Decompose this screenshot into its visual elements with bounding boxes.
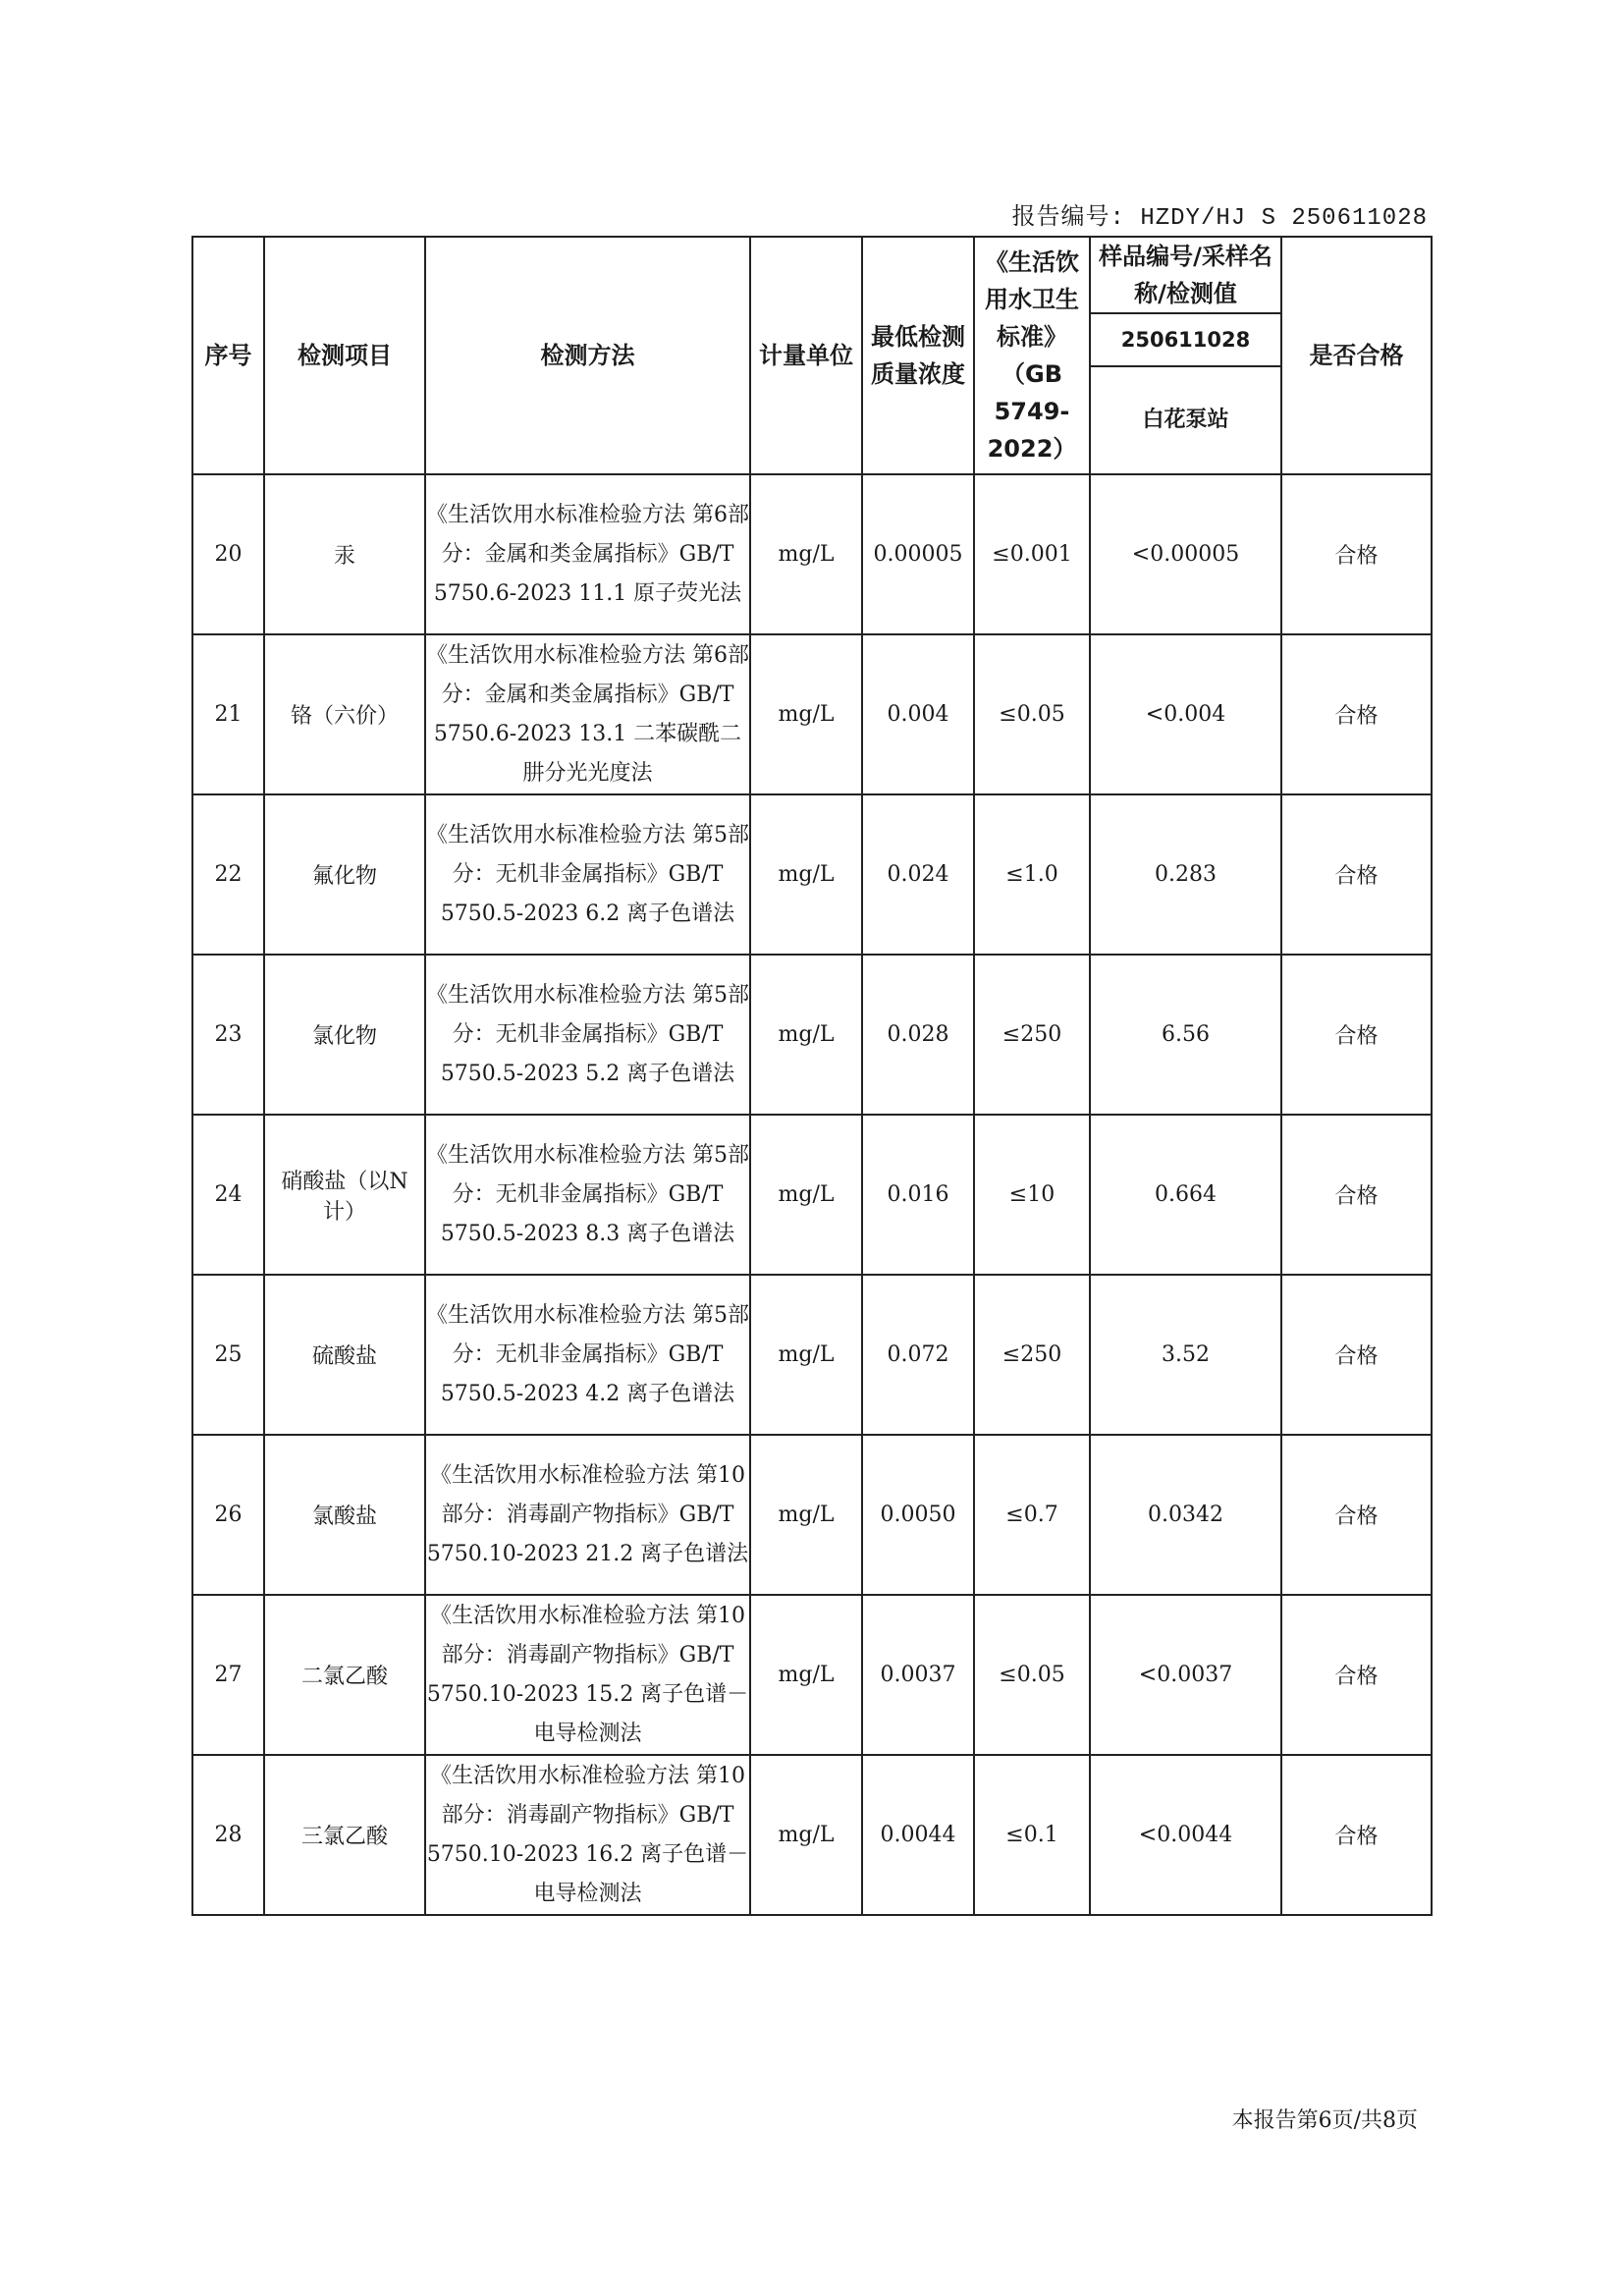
limit-cell: ≤0.7: [974, 1435, 1090, 1595]
seq-cell: 22: [192, 794, 264, 955]
value-cell: <0.004: [1090, 634, 1281, 794]
pass-cell: 合格: [1281, 1755, 1432, 1915]
header-sample-code: 250611028: [1090, 313, 1281, 366]
header-unit: 计量单位: [750, 237, 862, 474]
mdl-cell: 0.00005: [862, 474, 974, 634]
unit-cell: mg/L: [750, 955, 862, 1115]
limit-cell: ≤0.001: [974, 474, 1090, 634]
mdl-cell: 0.004: [862, 634, 974, 794]
unit-cell: mg/L: [750, 794, 862, 955]
header-row: [192, 237, 1432, 313]
value-cell: <0.00005: [1090, 474, 1281, 634]
seq-cell: 27: [192, 1595, 264, 1755]
unit-cell: mg/L: [750, 1755, 862, 1915]
mdl-cell: 0.016: [862, 1115, 974, 1275]
table-row: [192, 474, 1432, 634]
header-pass: 是否合格: [1281, 237, 1432, 474]
unit-cell: mg/L: [750, 1275, 862, 1435]
limit-cell: ≤1.0: [974, 794, 1090, 955]
item-cell: 氯化物: [264, 955, 425, 1115]
table-row: [192, 1435, 1432, 1595]
method-cell: 《生活饮用水标准检验方法 第5部分：无机非金属指标》GB/T 5750.5-2023 5.2 离子色谱法: [425, 955, 750, 1115]
header-sample-group: 样品编号/采样名称/检测值: [1090, 237, 1281, 313]
unit-cell: mg/L: [750, 634, 862, 794]
header-mdl: 最低检测质量浓度: [862, 237, 974, 474]
method-cell: 《生活饮用水标准检验方法 第10部分：消毒副产物指标》GB/T 5750.10-2023 16.2 离子色谱－电导检测法: [425, 1755, 750, 1915]
pass-cell: 合格: [1281, 955, 1432, 1115]
seq-cell: 20: [192, 474, 264, 634]
value-cell: <0.0037: [1090, 1595, 1281, 1755]
seq-cell: 21: [192, 634, 264, 794]
header-standard: 《生活饮用水卫生标准》（GB 5749-2022）: [974, 237, 1090, 474]
pass-cell: 合格: [1281, 1115, 1432, 1275]
header-seq: 序号: [192, 237, 264, 474]
pass-cell: 合格: [1281, 474, 1432, 634]
header-item: 检测项目: [264, 237, 425, 474]
item-cell: 硫酸盐: [264, 1275, 425, 1435]
limit-cell: ≤0.05: [974, 1595, 1090, 1755]
seq-cell: 28: [192, 1755, 264, 1915]
table-row: [192, 634, 1432, 794]
table-row: [192, 1115, 1432, 1275]
unit-cell: mg/L: [750, 474, 862, 634]
item-cell: 汞: [264, 474, 425, 634]
mdl-cell: 0.0050: [862, 1435, 974, 1595]
seq-cell: 26: [192, 1435, 264, 1595]
pass-cell: 合格: [1281, 1275, 1432, 1435]
table-row: [192, 1595, 1432, 1755]
mdl-cell: 0.0044: [862, 1755, 974, 1915]
value-cell: <0.0044: [1090, 1755, 1281, 1915]
value-cell: 3.52: [1090, 1275, 1281, 1435]
limit-cell: ≤10: [974, 1115, 1090, 1275]
method-cell: 《生活饮用水标准检验方法 第10部分：消毒副产物指标》GB/T 5750.10-2023 21.2 离子色谱法: [425, 1435, 750, 1595]
seq-cell: 23: [192, 955, 264, 1115]
item-cell: 氯酸盐: [264, 1435, 425, 1595]
method-cell: 《生活饮用水标准检验方法 第5部分：无机非金属指标》GB/T 5750.5-2023 8.3 离子色谱法: [425, 1115, 750, 1275]
unit-cell: mg/L: [750, 1115, 862, 1275]
limit-cell: ≤0.05: [974, 634, 1090, 794]
pass-cell: 合格: [1281, 1595, 1432, 1755]
mdl-cell: 0.0037: [862, 1595, 974, 1755]
value-cell: 0.0342: [1090, 1435, 1281, 1595]
method-cell: 《生活饮用水标准检验方法 第10部分：消毒副产物指标》GB/T 5750.10-2023 15.2 离子色谱－电导检测法: [425, 1595, 750, 1755]
method-cell: 《生活饮用水标准检验方法 第5部分：无机非金属指标》GB/T 5750.5-2023 6.2 离子色谱法: [425, 794, 750, 955]
seq-cell: 25: [192, 1275, 264, 1435]
pass-cell: 合格: [1281, 794, 1432, 955]
page-footer: 本报告第6页/共8页: [1231, 2108, 1418, 2133]
unit-cell: mg/L: [750, 1595, 862, 1755]
limit-cell: ≤250: [974, 1275, 1090, 1435]
method-cell: 《生活饮用水标准检验方法 第5部分：无机非金属指标》GB/T 5750.5-2023 4.2 离子色谱法: [425, 1275, 750, 1435]
method-cell: 《生活饮用水标准检验方法 第6部分：金属和类金属指标》GB/T 5750.6-2023 13.1 二苯碳酰二肼分光光度法: [425, 634, 750, 794]
item-cell: 铬（六价）: [264, 634, 425, 794]
pass-cell: 合格: [1281, 634, 1432, 794]
mdl-cell: 0.024: [862, 794, 974, 955]
item-cell: 二氯乙酸: [264, 1595, 425, 1755]
test-results-table: [191, 236, 1433, 1916]
header-method: 检测方法: [425, 237, 750, 474]
mdl-cell: 0.072: [862, 1275, 974, 1435]
table-row: [192, 955, 1432, 1115]
table-row: [192, 1755, 1432, 1915]
unit-cell: mg/L: [750, 1435, 862, 1595]
table-row: [192, 794, 1432, 955]
value-cell: 0.283: [1090, 794, 1281, 955]
item-cell: 三氯乙酸: [264, 1755, 425, 1915]
item-cell: 氟化物: [264, 794, 425, 955]
limit-cell: ≤0.1: [974, 1755, 1090, 1915]
value-cell: 0.664: [1090, 1115, 1281, 1275]
item-cell: 硝酸盐（以N计）: [264, 1115, 425, 1275]
mdl-cell: 0.028: [862, 955, 974, 1115]
header-sample-name: 白花泵站: [1090, 366, 1281, 474]
report-number: 报告编号: HZDY/HJ S 250611028: [1011, 205, 1428, 232]
table-row: [192, 1275, 1432, 1435]
limit-cell: ≤250: [974, 955, 1090, 1115]
value-cell: 6.56: [1090, 955, 1281, 1115]
seq-cell: 24: [192, 1115, 264, 1275]
pass-cell: 合格: [1281, 1435, 1432, 1595]
method-cell: 《生活饮用水标准检验方法 第6部分：金属和类金属指标》GB/T 5750.6-2023 11.1 原子荧光法: [425, 474, 750, 634]
